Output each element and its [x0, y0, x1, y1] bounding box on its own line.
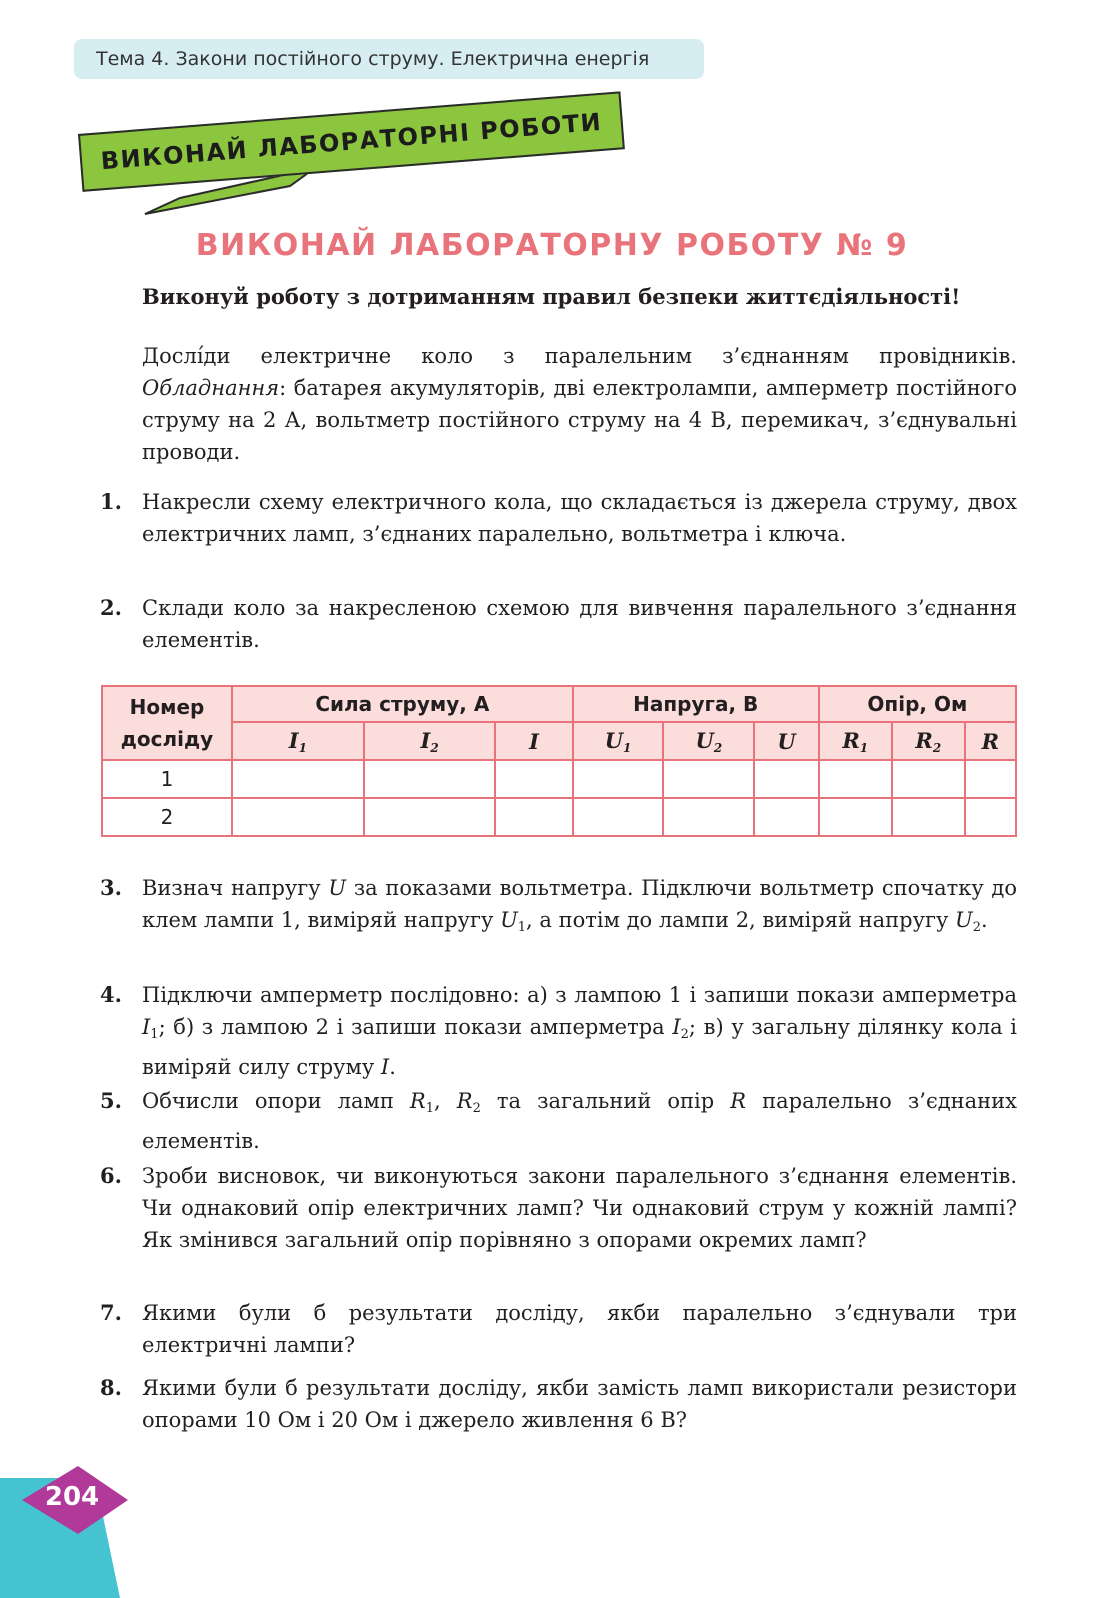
table-cell[interactable] — [495, 798, 572, 836]
table-cell[interactable] — [819, 798, 892, 836]
equipment-label: Обладнання — [142, 376, 280, 400]
col-header-r1: $R_1$ — [819, 722, 892, 760]
col-header-i1: $I_1$ — [232, 722, 364, 760]
table-cell[interactable] — [663, 798, 754, 836]
step-text: Підключи амперметр послідовно: а) з лампою 1 і запиши покази амперметра $I_1$; б) з лампою 2 і запиши покази амперметра $I_2$; в) у загальну ділянку кола і виміряй силу струму I. — [142, 983, 1017, 1079]
step-number: 8. — [100, 1375, 122, 1400]
table-cell[interactable] — [754, 760, 818, 798]
table-cell[interactable] — [364, 760, 496, 798]
row-number: 2 — [102, 798, 232, 836]
table-cell[interactable] — [495, 760, 572, 798]
section-banner — [70, 107, 630, 222]
table-cell[interactable] — [663, 760, 754, 798]
banner-label: ВИКОНАЙ ЛАБОРАТОРНІ РОБОТИ — [78, 91, 625, 192]
table-cell[interactable] — [965, 760, 1016, 798]
step-text: Визнач напругу U за показами вольтметра. Підключи вольтметр спочатку до клем лампи 1, виміряй напругу $U_1$, а потім до лампи 2, виміряй напругу $U_2$. — [142, 876, 1017, 935]
topic-header: Тема 4. Закони постійного струму. Електрична енергія — [74, 39, 704, 79]
table-cell[interactable] — [892, 798, 965, 836]
step-text: Якими були б результати досліду, якби паралельно з’єднували три електричні лампи? — [142, 1301, 1017, 1357]
step-5 — [100, 1085, 1017, 1157]
table-cell[interactable] — [232, 798, 364, 836]
col-header-i2: $I_2$ — [364, 722, 496, 760]
table-cell[interactable] — [892, 760, 965, 798]
step-text: Якими були б результати досліду, якби замість ламп використали резистори опорами 10 Ом і 20 Ом і джерело живлення 6 В? — [142, 1376, 1017, 1432]
col-header-u: U — [754, 722, 818, 760]
table-cell[interactable] — [754, 798, 818, 836]
step-7 — [100, 1297, 1017, 1361]
step-number: 5. — [100, 1088, 122, 1113]
step-text: Склади коло за накресленою схемою для вивчення паралельного з’єднання елементів. — [142, 596, 1017, 652]
equipment-text: : батарея акумуляторів, дві електролампи, амперметр постійного струму на 2 А, вольтметр постійного струму на 4 В, перемикач, з’єднувальні проводи. — [142, 376, 1017, 464]
table-cell[interactable] — [364, 798, 496, 836]
step-4 — [100, 979, 1017, 1083]
table-cell[interactable] — [232, 760, 364, 798]
step-number: 7. — [100, 1300, 122, 1325]
results-table — [101, 685, 1017, 837]
table-cell[interactable] — [819, 760, 892, 798]
step-8 — [100, 1372, 1017, 1436]
step-number: 3. — [100, 875, 122, 900]
table-cell[interactable] — [573, 798, 664, 836]
col-header-i: I — [495, 722, 572, 760]
step-text: Обчисли опори ламп $R_1$, $R_2$ та загальний опір R паралельно з’єднаних елементів. — [142, 1089, 1018, 1153]
step-number: 4. — [100, 982, 122, 1007]
step-1 — [100, 486, 1017, 550]
step-number: 2. — [100, 595, 122, 620]
intro-text: Дослі́ди електричне коло з паралельним з’єднанням провідників. — [142, 344, 1017, 368]
table-cell[interactable] — [965, 798, 1016, 836]
step-3 — [100, 872, 1017, 944]
group-header-current: Сила струму, А — [232, 686, 573, 722]
step-text: Накресли схему електричного кола, що складається із джерела струму, двох електричних ламп, з’єднаних паралельно, вольтметра і ключа. — [142, 490, 1017, 546]
safety-note: Виконуй роботу з дотриманням правил безпеки життєдіяльності! — [142, 284, 961, 309]
table-cell[interactable] — [573, 760, 664, 798]
step-2 — [100, 592, 1017, 656]
group-header-voltage: Напруга, В — [573, 686, 819, 722]
col-header-u2: $U_2$ — [663, 722, 754, 760]
table-row — [102, 798, 1016, 836]
page-corner-decoration — [0, 1448, 140, 1598]
step-text: Зроби висновок, чи виконуються закони паралельного з’єднання елементів. Чи однаковий опір електричних ламп? Чи однаковий струм у кожній лампі? Як змінився загальний опір порівняно з опорами окремих ламп? — [142, 1164, 1017, 1252]
row-number: 1 — [102, 760, 232, 798]
step-number: 6. — [100, 1163, 122, 1188]
group-header-resistance: Опір, Ом — [819, 686, 1016, 722]
lab-intro — [142, 340, 1017, 468]
col-header-r: R — [965, 722, 1016, 760]
col-header-r2: $R_2$ — [892, 722, 965, 760]
step-number: 1. — [100, 489, 122, 514]
col-header-experiment: Номер досліду — [102, 686, 232, 760]
table-row — [102, 760, 1016, 798]
step-6 — [100, 1160, 1017, 1256]
lab-title: ВИКОНАЙ ЛАБОРАТОРНУ РОБОТУ № 9 — [195, 228, 909, 263]
col-header-u1: $U_1$ — [573, 722, 664, 760]
page-number: 204 — [44, 1482, 100, 1512]
